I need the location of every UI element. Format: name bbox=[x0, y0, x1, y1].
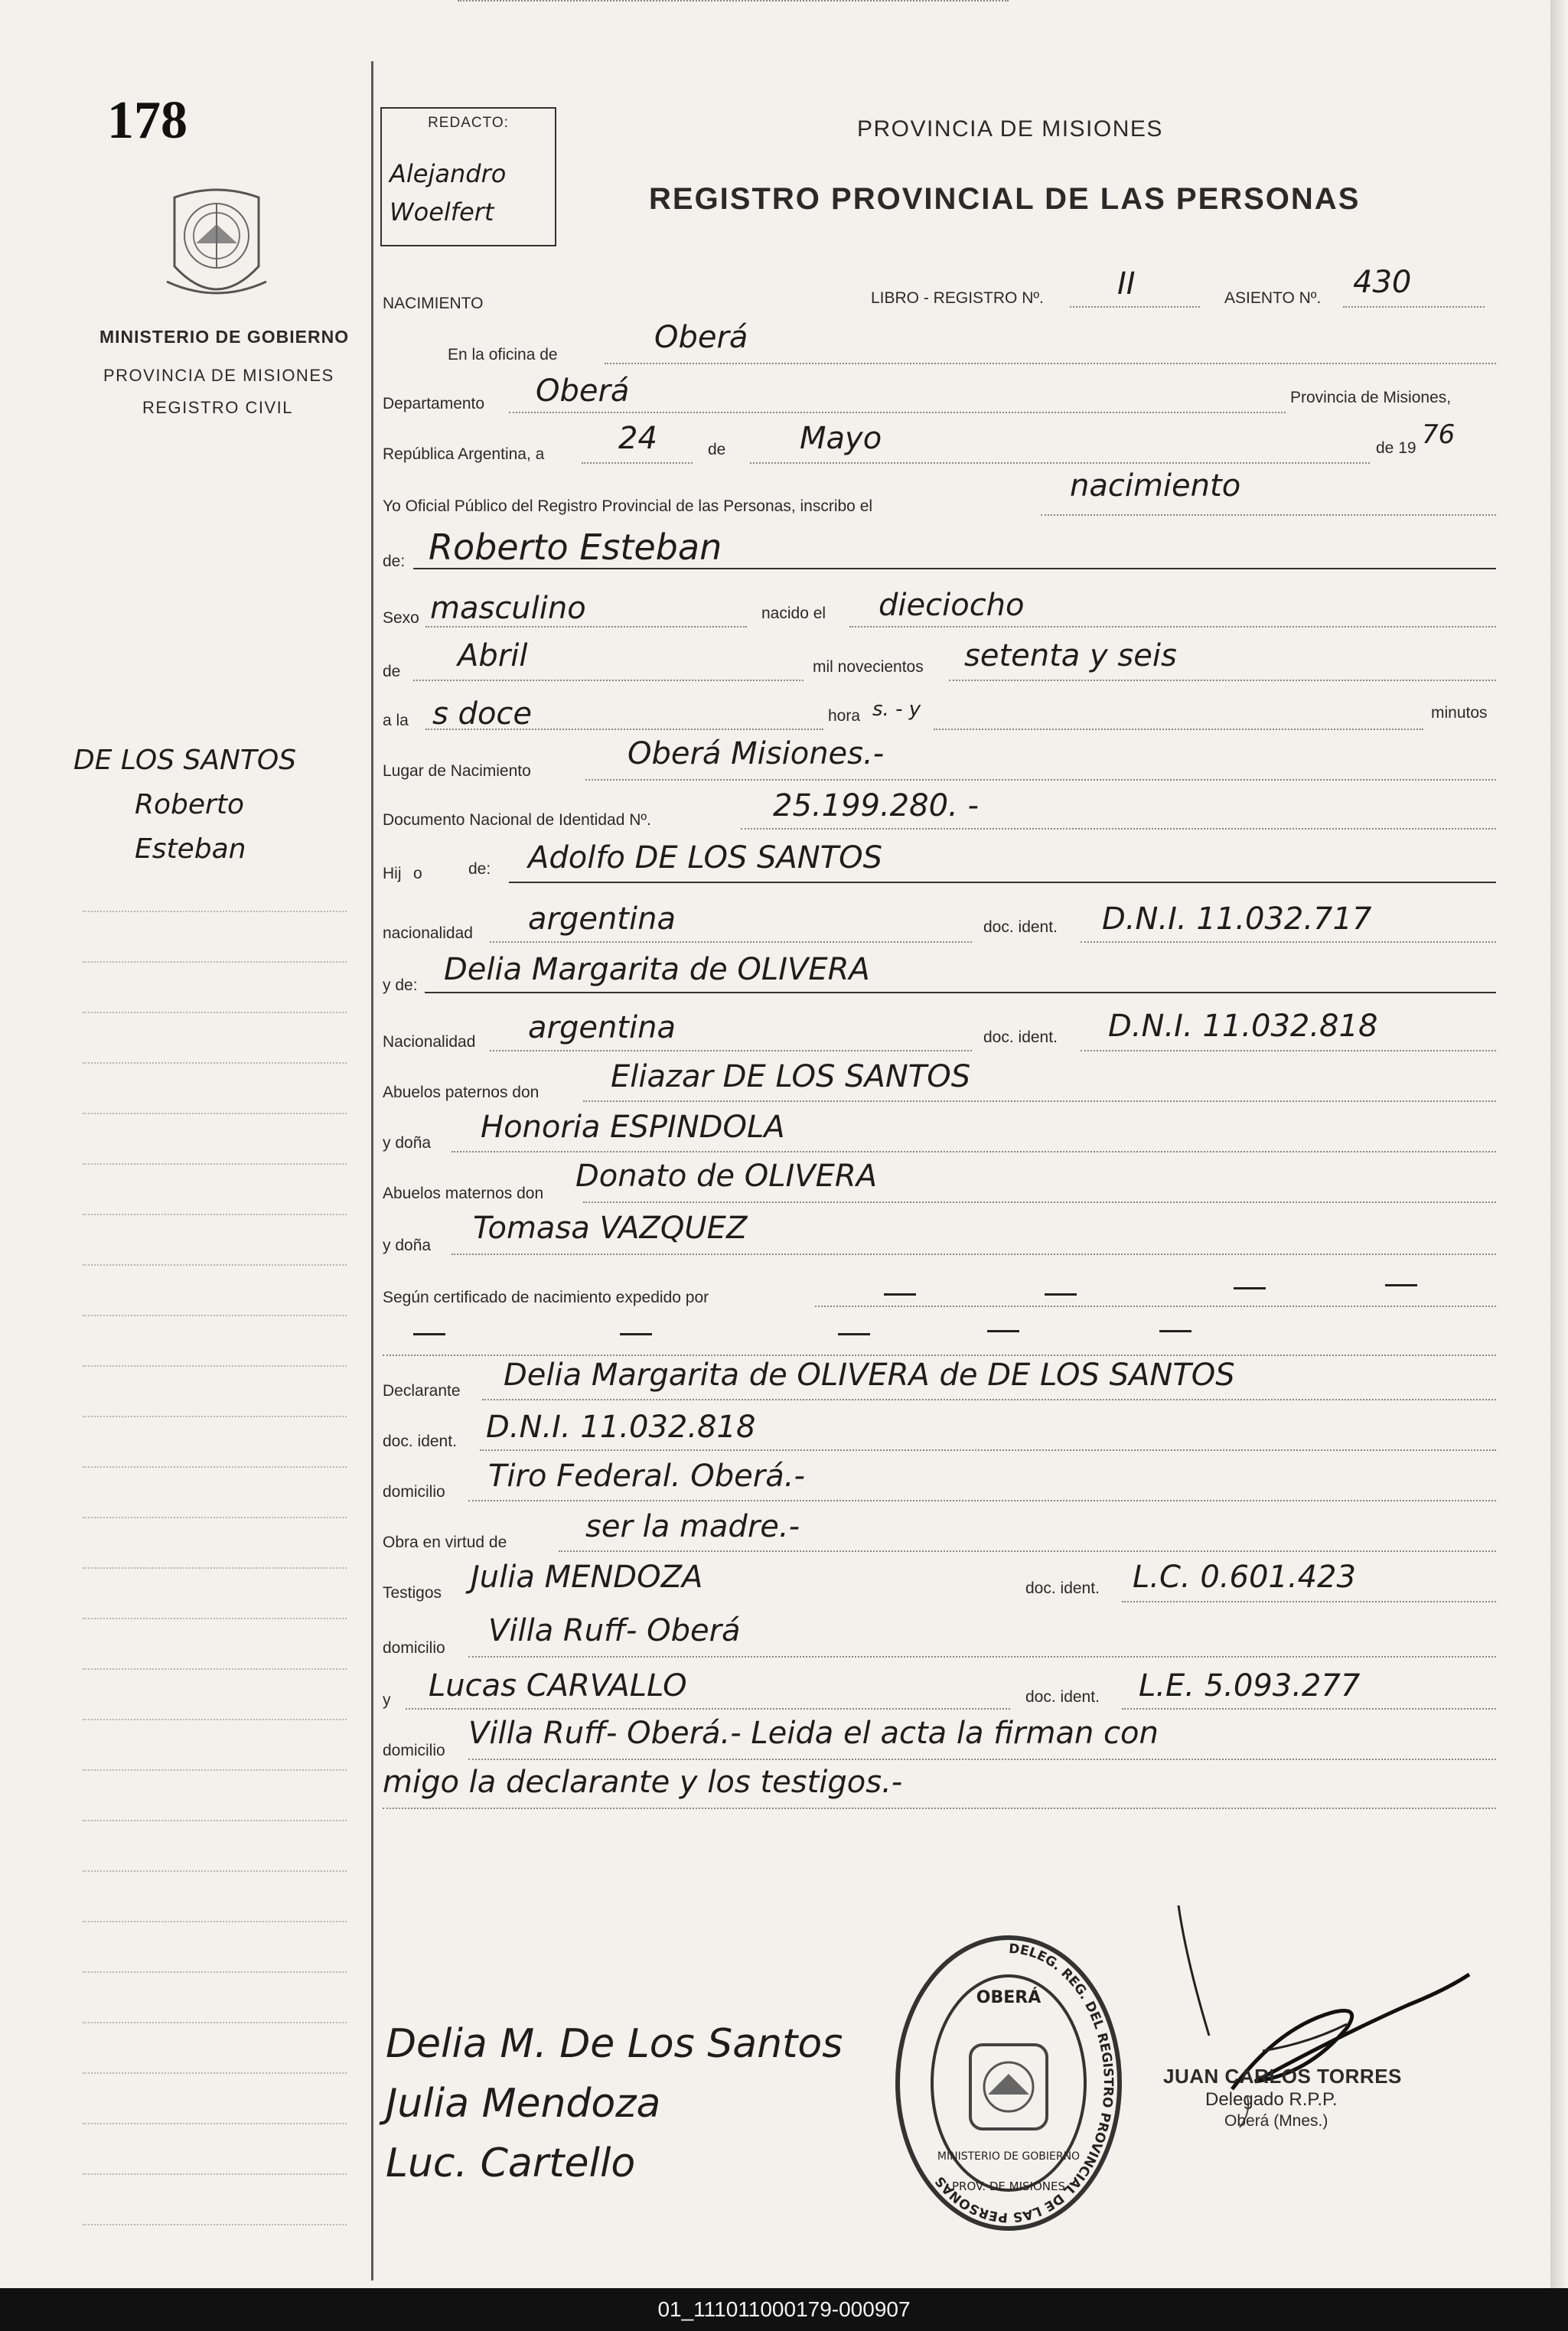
margin-ruled-line bbox=[83, 1315, 347, 1316]
republica-label: República Argentina, a bbox=[383, 445, 545, 463]
provincia-label: Provincia de Misiones, bbox=[1290, 389, 1452, 406]
doc-t2-value: L.E. 5.093.277 bbox=[1139, 1668, 1361, 1703]
minutos-label: minutos bbox=[1431, 704, 1488, 722]
de3-label: de bbox=[383, 663, 401, 680]
margin-ruled-line bbox=[83, 911, 347, 912]
ydona-label: y doña bbox=[383, 1134, 432, 1152]
nac-padre-value: argentina bbox=[528, 901, 676, 937]
province-title: PROVINCIA DE MISIONES bbox=[857, 116, 1163, 142]
nacido-value: dieciocho bbox=[879, 588, 1025, 623]
margin-ruled-line bbox=[83, 1113, 347, 1114]
hijo-label: Hij bbox=[383, 865, 402, 882]
dni-value: 25.199.280. - bbox=[773, 788, 979, 823]
ydona2-label: y doña bbox=[383, 1237, 432, 1254]
certificado-label: Según certificado de nacimiento expedido por bbox=[383, 1289, 709, 1306]
doc-t2-line bbox=[1122, 1708, 1496, 1710]
abuelo-pat-line bbox=[583, 1100, 1496, 1102]
stamp-city: OBERÁ bbox=[976, 1988, 1042, 2007]
declarante-value: Delia Margarita de OLIVERA de DE LOS SANTOS bbox=[504, 1358, 1235, 1393]
ala-label: a la bbox=[383, 712, 409, 729]
madre-value: Delia Margarita de OLIVERA bbox=[444, 952, 870, 987]
domicilio-decl-value: Tiro Federal. Oberá.- bbox=[488, 1459, 805, 1494]
oficina-value: Oberá bbox=[654, 320, 748, 355]
ministry-label: MINISTERIO DE GOBIERNO bbox=[99, 327, 350, 347]
margin-ruled-line bbox=[83, 1769, 347, 1771]
mes-nac-value: Abril bbox=[458, 638, 528, 673]
blank-dash bbox=[1234, 1287, 1266, 1289]
oficial-label: Yo Oficial Público del Registro Provincial de las Personas, inscribo el bbox=[383, 497, 873, 515]
redacto-name-line: Alejandro bbox=[390, 159, 507, 188]
lugar-label: Lugar de Nacimiento bbox=[383, 762, 531, 780]
margin-ruled-line bbox=[83, 1214, 347, 1215]
officer-role: Delegado R.P.P. bbox=[1205, 2089, 1338, 2110]
abuelos-mat-label: Abuelos maternos don bbox=[383, 1185, 544, 1202]
nacionalidad-label: nacionalidad bbox=[383, 924, 473, 942]
blank-dash bbox=[1159, 1330, 1191, 1332]
declarante-line bbox=[482, 1399, 1496, 1400]
abuela-pat-value: Honoria ESPINDOLA bbox=[481, 1110, 785, 1145]
dom-t1-value: Villa Ruff- Oberá bbox=[488, 1613, 741, 1648]
sexo-label: Sexo bbox=[383, 609, 419, 627]
domicilio2-label: domicilio bbox=[383, 1639, 445, 1657]
margin-ruled-line bbox=[83, 2022, 347, 2023]
asiento-label: ASIENTO Nº. bbox=[1224, 289, 1322, 307]
anio-prefix: de 19 bbox=[1376, 439, 1416, 457]
docident5-label: doc. ident. bbox=[1025, 1688, 1100, 1706]
doc-t1-value: L.C. 0.601.423 bbox=[1133, 1560, 1356, 1595]
anio-value: 76 bbox=[1422, 419, 1456, 450]
domicilio3-label: domicilio bbox=[383, 1742, 445, 1759]
docident3-label: doc. ident. bbox=[383, 1433, 457, 1450]
redacto-box bbox=[380, 107, 556, 246]
libro-label: LIBRO - REGISTRO Nº. bbox=[871, 289, 1044, 307]
margin-ruled-line bbox=[83, 2173, 347, 2175]
testigo1-line bbox=[458, 0, 1009, 2]
nombre-value: Roberto Esteban bbox=[429, 527, 722, 568]
margin-ruled-line bbox=[83, 1365, 347, 1367]
margin-ruled-line bbox=[83, 1870, 347, 1872]
dni-line bbox=[741, 828, 1496, 830]
margin-ruled-line bbox=[83, 1567, 347, 1569]
doc-t1-line bbox=[1122, 1601, 1496, 1602]
blank-dash bbox=[620, 1333, 652, 1335]
doc-madre-value: D.N.I. 11.032.818 bbox=[1108, 1009, 1378, 1044]
abuelo-mat-value: Donato de OLIVERA bbox=[575, 1159, 878, 1194]
obra-line bbox=[559, 1550, 1496, 1552]
nombre-line bbox=[413, 568, 1496, 569]
margin-ruled-line bbox=[83, 961, 347, 963]
mil-label: mil novecientos bbox=[813, 658, 924, 676]
testigo1-value: Julia MENDOZA bbox=[471, 1560, 703, 1595]
obra-label: Obra en virtud de bbox=[383, 1534, 507, 1551]
stamp-ministry: MINISTERIO DE GOBIERNO bbox=[937, 2150, 1081, 2163]
libro-line bbox=[1070, 306, 1200, 308]
hijo-suffix: o bbox=[413, 865, 422, 882]
abuelos-pat-label: Abuelos paternos don bbox=[383, 1084, 540, 1101]
abuela-pat-line bbox=[451, 1151, 1496, 1152]
testigos-label: Testigos bbox=[383, 1584, 442, 1602]
departamento-value: Oberá bbox=[536, 373, 630, 409]
margin-ruled-line bbox=[83, 1163, 347, 1165]
margin-ruled-line bbox=[83, 1719, 347, 1720]
doc-decl-value: D.N.I. 11.032.818 bbox=[486, 1410, 756, 1445]
stamp-ring-text: DELEG. REG. DEL REGISTRO PROVINCIAL DE LAS PERSONAS bbox=[932, 1941, 1116, 2225]
nac-padre-line bbox=[490, 941, 972, 943]
obra-value: ser la madre.- bbox=[585, 1509, 800, 1544]
padre-value: Adolfo DE LOS SANTOS bbox=[528, 840, 883, 875]
redacto-label: REDACTO: bbox=[428, 115, 509, 131]
blank-dash bbox=[838, 1333, 870, 1335]
domicilio-label: domicilio bbox=[383, 1483, 445, 1501]
officer-city: Oberá (Mnes.) bbox=[1224, 2112, 1328, 2130]
sexo-line bbox=[425, 626, 747, 628]
signature-testigo2: Luc. Cartello bbox=[386, 2140, 636, 2186]
blank-dash bbox=[884, 1293, 916, 1296]
column-divider bbox=[371, 61, 373, 2280]
inscribo-value: nacimiento bbox=[1070, 468, 1241, 504]
margin-ruled-line bbox=[83, 1820, 347, 1821]
y-label: y bbox=[383, 1691, 391, 1709]
certificado-line bbox=[815, 1306, 1496, 1307]
asiento-line bbox=[1343, 306, 1485, 308]
margin-ruled-line bbox=[83, 1012, 347, 1013]
margin-note bbox=[73, 738, 296, 872]
yde-label: y de: bbox=[383, 976, 418, 994]
blank-dash bbox=[1385, 1284, 1417, 1286]
doc-padre-value: D.N.I. 11.032.717 bbox=[1102, 901, 1372, 937]
dni-label: Documento Nacional de Identidad Nº. bbox=[383, 811, 651, 829]
hora-label: hora bbox=[828, 707, 861, 725]
certificado-line-2 bbox=[383, 1355, 1496, 1356]
signature-declarante: Delia M. De Los Santos bbox=[386, 2021, 843, 2067]
redacto-name-line: Woelfert bbox=[390, 197, 494, 227]
ala-value: s doce bbox=[432, 696, 533, 732]
officer-name: JUAN CARLOS TORRES bbox=[1163, 2065, 1402, 2088]
provincial-seal-icon bbox=[159, 182, 274, 312]
madre-line bbox=[425, 992, 1496, 993]
docident4-label: doc. ident. bbox=[1025, 1580, 1100, 1597]
abuelo-pat-value: Eliazar DE LOS SANTOS bbox=[611, 1059, 971, 1094]
anio-nac-line bbox=[949, 680, 1496, 681]
margin-ruled-line bbox=[83, 1517, 347, 1518]
domicilio-decl-line bbox=[468, 1500, 1496, 1501]
nacido-label: nacido el bbox=[761, 605, 826, 622]
margin-note-line: Roberto bbox=[135, 789, 244, 820]
nacido-line bbox=[849, 626, 1496, 628]
asiento-value: 430 bbox=[1353, 265, 1412, 300]
stamp-province: PROV. DE MISIONES bbox=[951, 2179, 1066, 2193]
libro-value: II bbox=[1117, 266, 1136, 302]
anio-nac-value: setenta y seis bbox=[964, 638, 1177, 673]
minutos-line bbox=[934, 729, 1423, 730]
lugar-value: Oberá Misiones.- bbox=[628, 736, 885, 771]
margin-ruled-line bbox=[83, 1921, 347, 1922]
signatures bbox=[386, 2014, 843, 2193]
dom-t2-value: Villa Ruff- Oberá.- Leida el acta la firman con bbox=[468, 1716, 1159, 1751]
margin-ruled-line bbox=[83, 1618, 347, 1619]
abuela-mat-value: Tomasa VAZQUEZ bbox=[473, 1211, 748, 1246]
dom-t1-line bbox=[468, 1656, 1496, 1658]
hora-value: s. - y bbox=[872, 698, 921, 721]
mes-value: Mayo bbox=[800, 421, 882, 456]
margin-ruled-line bbox=[83, 1416, 347, 1417]
dom-t2-line bbox=[468, 1759, 1496, 1760]
mes-line bbox=[750, 462, 1370, 464]
lugar-line bbox=[585, 779, 1496, 781]
blank-dash bbox=[987, 1330, 1019, 1332]
act-type-label: NACIMIENTO bbox=[383, 295, 484, 312]
testigo2-value: Lucas CARVALLO bbox=[429, 1668, 687, 1703]
sexo-value: masculino bbox=[430, 591, 586, 626]
registry-title: REGISTRO PROVINCIAL DE LAS PERSONAS bbox=[649, 182, 1361, 216]
margin-ruled-line bbox=[83, 2072, 347, 2074]
registry-stamp-icon bbox=[890, 1930, 1127, 2236]
testigo2-line bbox=[406, 1708, 1010, 1710]
declarante-label: Declarante bbox=[383, 1382, 461, 1400]
margin-ruled-line bbox=[83, 1264, 347, 1266]
departamento-label: Departamento bbox=[383, 395, 485, 412]
nac-madre-line bbox=[490, 1050, 972, 1051]
margin-note-line: Esteban bbox=[135, 833, 246, 865]
civil-registry-label: REGISTRO CIVIL bbox=[142, 398, 294, 417]
margin-ruled-line bbox=[83, 2123, 347, 2124]
margin-ruled-line bbox=[83, 2224, 347, 2225]
blank-dash bbox=[1045, 1293, 1077, 1296]
departamento-line bbox=[509, 412, 1286, 413]
de-label: de bbox=[708, 441, 726, 458]
doc-padre-line bbox=[1081, 941, 1496, 943]
docident2-label: doc. ident. bbox=[983, 1029, 1058, 1046]
page-edge bbox=[1550, 0, 1568, 2288]
oficina-line bbox=[605, 363, 1496, 364]
signature-testigo1: Julia Mendoza bbox=[386, 2081, 661, 2127]
nacionalidad2-label: Nacionalidad bbox=[383, 1033, 476, 1051]
cierre-line bbox=[383, 1808, 1496, 1809]
margin-ruled-line bbox=[83, 1971, 347, 1973]
blank-dash bbox=[413, 1333, 445, 1335]
abuela-mat-line bbox=[451, 1254, 1496, 1255]
doc-decl-line bbox=[480, 1449, 1496, 1451]
province-label: PROVINCIA DE MISIONES bbox=[103, 366, 334, 385]
de4-label: de: bbox=[468, 860, 491, 878]
margin-ruled-line bbox=[83, 1062, 347, 1064]
dia-value: 24 bbox=[618, 421, 657, 456]
margin-ruled-line bbox=[83, 1668, 347, 1670]
margin-note-line: DE LOS SANTOS bbox=[73, 745, 297, 776]
dia-line bbox=[582, 462, 693, 464]
cierre-value: migo la declarante y los testigos.- bbox=[383, 1765, 903, 1800]
abuelo-mat-line bbox=[583, 1201, 1496, 1203]
nac-madre-value: argentina bbox=[528, 1010, 676, 1045]
docident-label: doc. ident. bbox=[983, 918, 1058, 936]
inscribo-line bbox=[1041, 514, 1496, 516]
margin-ruled-line bbox=[83, 1466, 347, 1468]
mes-nac-line bbox=[413, 680, 804, 681]
de2-label: de: bbox=[383, 553, 406, 570]
oficina-label: En la oficina de bbox=[448, 346, 558, 364]
folio-number: 178 bbox=[107, 91, 187, 150]
redacto-name bbox=[390, 155, 506, 231]
doc-madre-line bbox=[1081, 1050, 1496, 1051]
padre-line bbox=[509, 882, 1496, 883]
scan-id-footer: 01_111011000179-000907 bbox=[0, 2288, 1568, 2331]
